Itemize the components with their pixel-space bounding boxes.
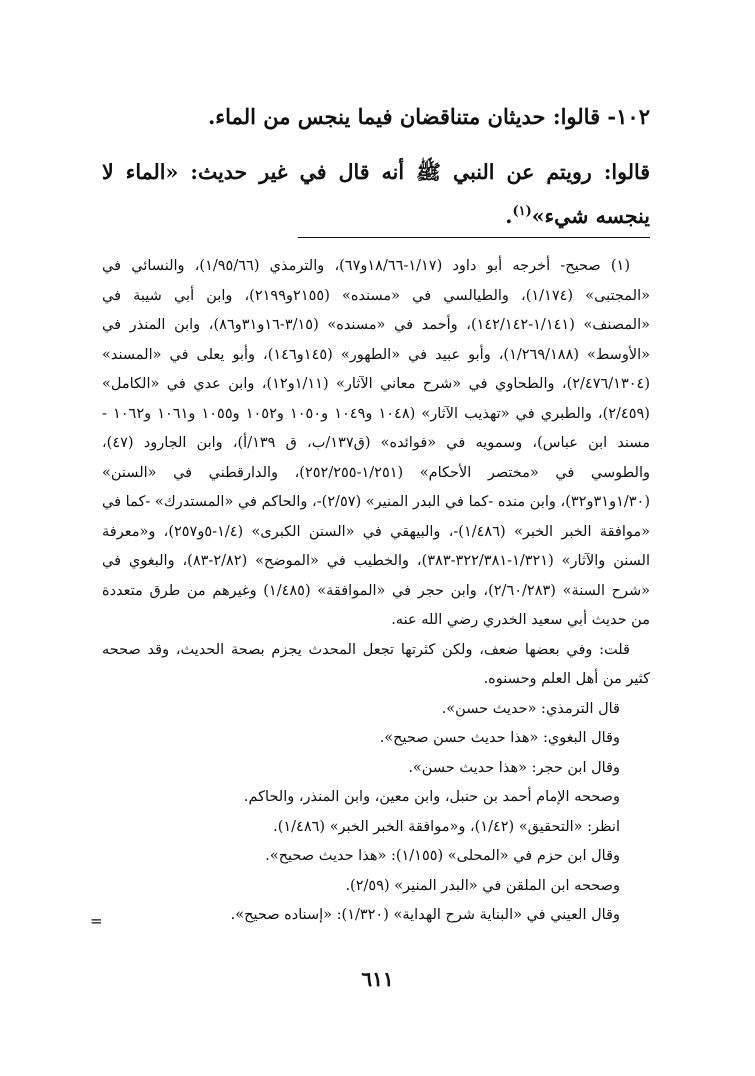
page-number: ٦١١ [361,967,394,991]
footnote-quote: وقال العيني في «البناية شرح الهداية» (١/٣٢٠): «إسناده صحيح». [230,907,620,923]
main-text: قالوا: رويتم عن النبي ﷺ أنه قال في غير حديث: «الماء لا ينجسه شيء» [102,160,650,228]
footnote-quote: وصححه الإمام أحمد بن حنبل، وابن معين، وابن المنذر، والحاكم. [243,789,620,805]
footnote-quote: وقال ابن حزم في «المحلى» (١/١٥٥): «هذا حديث صحيح». [265,848,620,864]
footnote-reference: (١) [512,204,532,220]
footnote-quote: وقال البغوي: «هذا حديث حسن صحيح». [379,730,620,746]
footnote-quote: وقال ابن حجر: «هذا حديث حسن». [408,759,620,776]
footnote-quote: قال الترمذي: «حديث حسن». [441,700,620,717]
footnote-quote: انظر: «التحقيق» (١/٤٢)، و«موافقة الخبر الخبر» (١/٤٨٦). [273,818,620,835]
footnote-separator [298,237,650,238]
footnote-comment: قلت: وفي بعضها ضعف، ولكن كثرتها تجعل المحدث يجزم بصحة الحديث، وقد صححه كثير من أهل العلم وحسنوه. [102,641,650,687]
section-heading: ١٠٢- قالوا: حديثان متناقضان فيما ينجس من الماء. [207,104,650,129]
footnote-body: (١) صحيح- أخرجه أبو داود (١/١٧-١٨/٦٦و٦٧)، والترمذي (١/٩٥/٦٦)، والنسائي في «المجتبى» (١/١٧٤)، والطيالسي في «مسنده» (٢١٥٥و٢١٩٩)، وابن أبي شيبة في «المصنف» (١/١٤١-١٤٢/١٤٢)، وأحمد في «مسنده» (٣/١٥-١٦و٣١و٨٦)، وابن المنذر في «الأوسط» (١/٢٦٩/١٨٨)، وأبو عبيد في «الطهور» (١٤٥و١٤٦)، وأبو يعلى في «المسند» (٢/٤٧٦/١٣٠٤)، والطحاوي في «شرح معاني الآثار» (١/١١و١٢)، وابن عدي في «الكامل» (٢/٤٥٩)، والطبري في «تهذيب الآثار» (١٠٤٨ و١٠٤٩ و١٠٥٠ و١٠٥٢ و١٠٥٥ و١٠٦١ و١٠٦٢ - مسند ابن عباس)، وسمويه في «فوائده» (ق١٣٧/ب، ق ١٣٩/أ)، وابن الجارود (٤٧)، والطوسي في «مختصر الأحكام» (١/٢٥١-٢٥٢/٢٥٥)، والدارقطني في «السنن» (١/٣٠و٣١و٣٢)، وابن منده -كما في البدر المنير» (٢/٥٧)-، والحاكم في «المستدرك» -كما في «موافقة الخبر الخبر» (١/٤٨٦)-، والبيهقي في «السنن الكبرى» (١/٤-٥و٢٥٧)، و«معرفة السنن والآثار» (١/٣٢١-٣٢٢/٣٨١-٣٨٣)، والخطيب في «الموضح» (٢/٨٢-٨٣)، والبغوي في «شرح السنة» (٢/٦٠/٢٨٣)، وابن حجر في «الموافقة» (١/٤٨٥) وغيرهم من طرق متعددة من حديث أبي سعيد الخدري رضي الله عنه. [102,258,651,628]
footnote-quote: وصححه ابن الملقن في «البدر المنير» (٢/٥٩). [345,877,620,894]
main-text-end: . [505,204,513,228]
continuation-mark: = [90,912,103,930]
main-paragraph [102,150,650,238]
footnotes [102,252,650,931]
